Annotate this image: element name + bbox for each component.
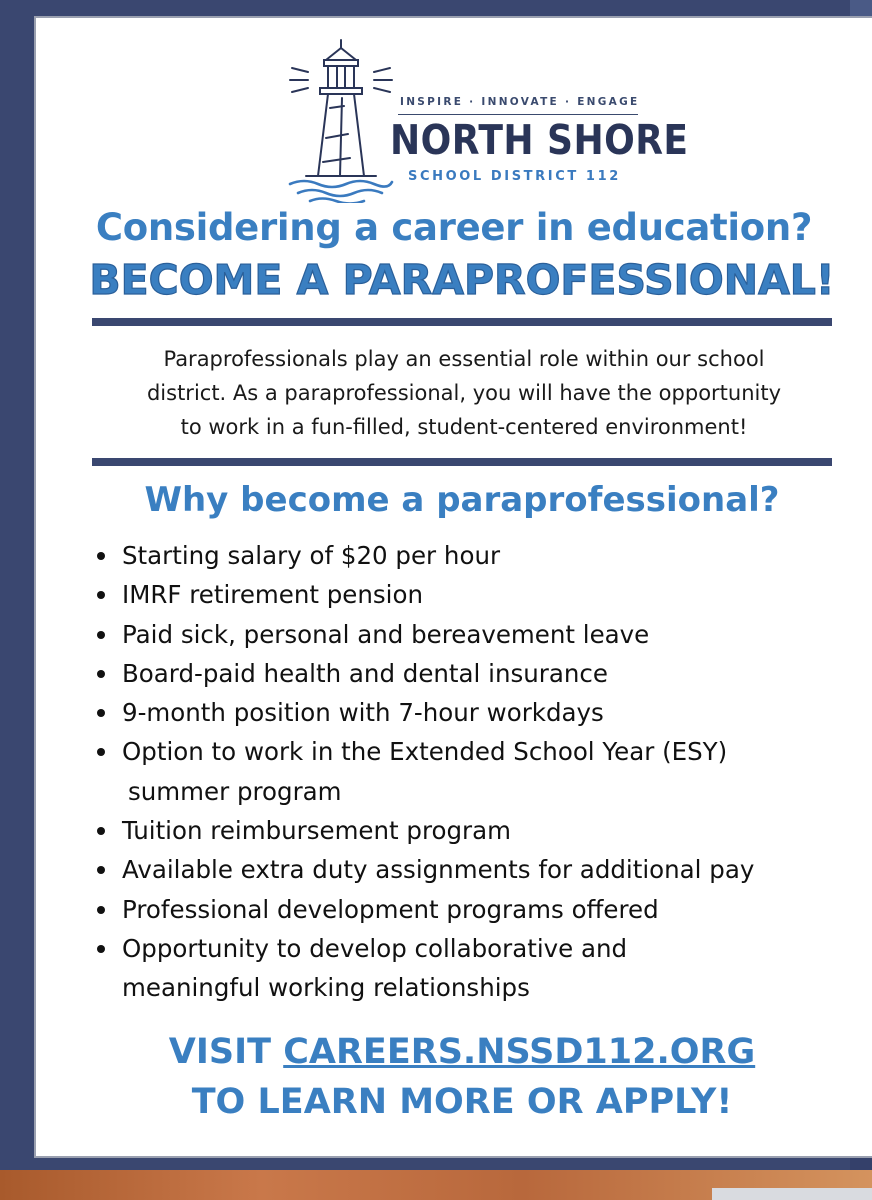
list-item (94, 890, 864, 929)
divider-top (92, 318, 832, 326)
list-item-text: 9-month position with 7-hour workdays (122, 698, 604, 728)
list-item (94, 615, 864, 654)
careers-link[interactable]: CAREERS.NSSD112.ORG (283, 1032, 756, 1072)
lighthouse-icon (286, 38, 396, 203)
list-item-text: IMRF retirement pension (122, 580, 423, 610)
list-item-continuation: summer program (128, 776, 342, 806)
list-item (94, 850, 864, 889)
intro-paragraph (76, 342, 852, 444)
list-item (94, 732, 864, 811)
intro-line: Paraprofessionals play an essential role within our school (163, 347, 765, 371)
logo-subtitle: SCHOOL DISTRICT 112 (408, 169, 621, 184)
benefits-list (94, 536, 864, 1008)
list-item-continuation: meaningful working relationships (122, 973, 530, 1003)
list-item (94, 575, 864, 614)
district-logo (286, 38, 689, 203)
bottom-chip (712, 1188, 872, 1200)
list-item (94, 536, 864, 575)
cta-apply: TO LEARN MORE OR APPLY! (191, 1082, 733, 1122)
headline-callout: BECOME A PARAPROFESSIONAL! (89, 256, 835, 304)
list-item-text: Starting salary of $20 per hour (122, 541, 501, 570)
bottom-strip (0, 1170, 872, 1200)
benefits-heading: Why become a paraprofessional? (144, 480, 780, 520)
logo-name: NORTH SHORE (390, 116, 689, 164)
list-item (94, 693, 864, 732)
logo-divider (398, 114, 638, 115)
intro-line: district. As a paraprofessional, you will have the opportunity (146, 381, 782, 405)
list-item-text: Option to work in the Extended School Year (ESY) (122, 737, 728, 767)
list-item (94, 929, 864, 1008)
logo-tagline: INSPIRE · INNOVATE · ENGAGE (400, 96, 640, 108)
list-item-text: Opportunity to develop collaborative and (122, 933, 628, 963)
list-item-text: Professional development programs offered (122, 894, 659, 924)
list-item-text: Tuition reimbursement program (122, 816, 512, 846)
cta-visit-label: VISIT (168, 1032, 272, 1072)
list-item (94, 811, 864, 850)
divider-bottom (92, 458, 832, 466)
list-item-text: Board-paid health and dental insurance (122, 658, 608, 688)
list-item (94, 654, 864, 693)
list-item-text: Available extra duty assignments for additional pay (122, 855, 755, 885)
flyer-page (36, 18, 872, 1156)
list-item-text: Paid sick, personal and bereavement leave (122, 619, 650, 649)
headline-question: Considering a career in education? (95, 206, 813, 249)
cta-visit (36, 1032, 872, 1072)
intro-line: to work in a fun-filled, student-centered environment! (180, 415, 748, 439)
